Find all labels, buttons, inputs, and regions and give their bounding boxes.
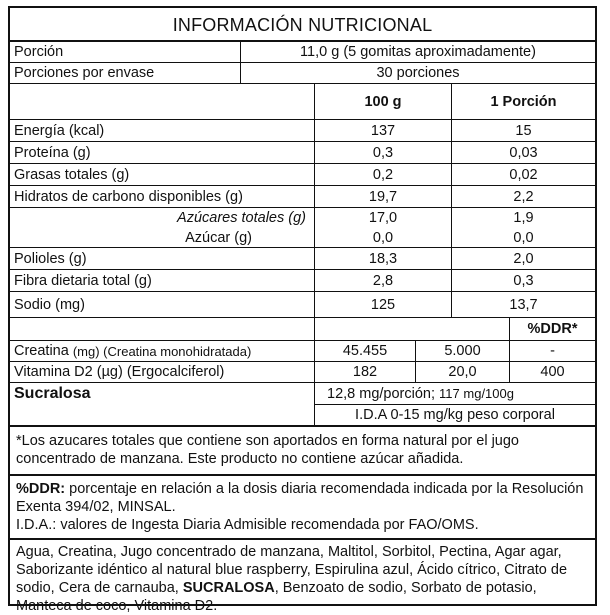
ingredients-text-1: Agua, Creatina, Jugo concentrado de manzana, Maltitol, Sorbitol, Pectina, Agar agar, Saborizante idéntico al natural blue raspberry, Espirulina azul, Ácido cítrico, Citrato de sodio, Cera de carnauba,	[16, 544, 568, 596]
sugars-footnote: *Los azucares totales que contiene son aportados en forma natural por el jugo concentrado de manzana. Este producto no contiene azúcar añadida.	[16, 433, 519, 467]
serving-value: 11,0 g (5 gomitas aproximadamente)	[240, 42, 595, 62]
nutrient-per100: 17,0	[314, 208, 451, 228]
nutrient-per-serving: 1,9	[451, 208, 595, 228]
nutrient-per-serving: 2,0	[451, 248, 595, 269]
col-header-100g: 100 g	[314, 84, 451, 119]
ingredients-highlight: SUCRALOSA	[182, 580, 275, 596]
nutrient-name: Sodio (mg)	[14, 296, 85, 313]
serving-row	[10, 42, 595, 63]
nutrient-row-azucares-totales	[10, 208, 595, 228]
col-header-portion: 1 Porción	[451, 84, 595, 119]
sucralosa-name: Sucralosa	[14, 385, 91, 402]
nutrient-name: Azúcar (g)	[185, 229, 252, 246]
nutrient-name: Proteína (g)	[14, 144, 91, 161]
creatina-name: Creatina	[14, 343, 69, 359]
sucralosa-per-serving: 12,8 mg/porción;	[327, 385, 436, 402]
label-title: INFORMACIÓN NUTRICIONAL	[10, 8, 595, 42]
nutrient-name: Grasas totales (g)	[14, 166, 130, 183]
nutrient-per100: 19,7	[314, 186, 451, 207]
nutrient-per100: 0,3	[314, 142, 451, 163]
vitamina-unit: (µg) (Ergocalciferol)	[96, 364, 225, 380]
ddr-header-row	[10, 318, 595, 341]
nutrient-per-serving: 0,0	[451, 228, 595, 247]
nutrient-per100: 2,8	[314, 270, 451, 291]
ingredients-list	[16, 543, 589, 615]
servings-per-container-value: 30 porciones	[240, 63, 595, 83]
nutrient-row-sodio	[10, 292, 595, 318]
ida-note: I.D.A.: valores de Ingesta Diaria Admisible recomendada por FAO/OMS.	[16, 517, 479, 533]
nutrient-row-grasas	[10, 164, 595, 186]
serving-label: Porción	[14, 44, 64, 60]
nutrient-per-serving: 13,7	[451, 292, 595, 317]
nutrient-name: Fibra dietaria total (g)	[14, 272, 152, 289]
nutrient-per100: 125	[314, 292, 451, 317]
servings-per-container-label: Porciones por envase	[14, 65, 155, 81]
nutrition-label	[8, 6, 597, 614]
nutrient-row-polioles	[10, 248, 595, 270]
col-header-ddr: %DDR*	[509, 318, 595, 340]
nutrient-row-hidratos	[10, 186, 595, 208]
nutrient-row-fibra	[10, 270, 595, 292]
nutrient-per-serving: 2,2	[451, 186, 595, 207]
nutrient-per-serving: 0,3	[451, 270, 595, 291]
nutrient-row-azucar	[10, 228, 595, 248]
ingredients-text-2: , Benzoato de sodio, Sorbato de potasio, Manteca de coco, Vitamina D2.	[16, 580, 537, 614]
sucralosa-per100: 117 mg/100g	[439, 386, 514, 401]
creatina-unit: (mg) (Creatina monohidratada)	[72, 343, 252, 359]
nutrient-per-serving: 0,03	[451, 142, 595, 163]
nutrient-row-energia	[10, 120, 595, 142]
column-header-row	[10, 84, 595, 120]
servings-per-container-row	[10, 63, 595, 84]
creatina-per100: 45.455	[314, 341, 415, 361]
nutrient-per100: 0,2	[314, 164, 451, 185]
nutrient-name: Azúcares totales (g)	[177, 210, 306, 226]
creatina-per-serving: 5.000	[415, 341, 509, 361]
nutrient-per100: 18,3	[314, 248, 451, 269]
nutrient-row-proteina	[10, 142, 595, 164]
creatina-ddr: -	[509, 341, 595, 361]
nutrient-per-serving: 15	[451, 120, 595, 141]
vitamina-per-serving: 20,0	[415, 362, 509, 382]
vitamina-row	[10, 362, 595, 383]
nutrient-per100: 0,0	[314, 228, 451, 247]
vitamina-ddr: 400	[509, 362, 595, 382]
nutrient-name: Energía (kcal)	[14, 122, 105, 139]
nutrient-per-serving: 0,02	[451, 164, 595, 185]
vitamina-per100: 182	[314, 362, 415, 382]
ddr-note-term: %DDR:	[16, 481, 66, 497]
nutrient-per100: 137	[314, 120, 451, 141]
creatina-row	[10, 341, 595, 362]
ddr-note	[16, 480, 589, 516]
nutrient-name: Hidratos de carbono disponibles (g)	[14, 188, 243, 205]
sucralosa-row	[10, 383, 595, 427]
ddr-note-text: porcentaje en relación a la dosis diaria recomendada indicada por la Resolución Exenta 394/02, MINSAL.	[16, 481, 584, 515]
vitamina-name: Vitamina D2	[14, 364, 93, 380]
nutrient-name: Polioles (g)	[14, 250, 87, 267]
sucralosa-ida: I.D.A 0-15 mg/kg peso corporal	[314, 405, 595, 425]
